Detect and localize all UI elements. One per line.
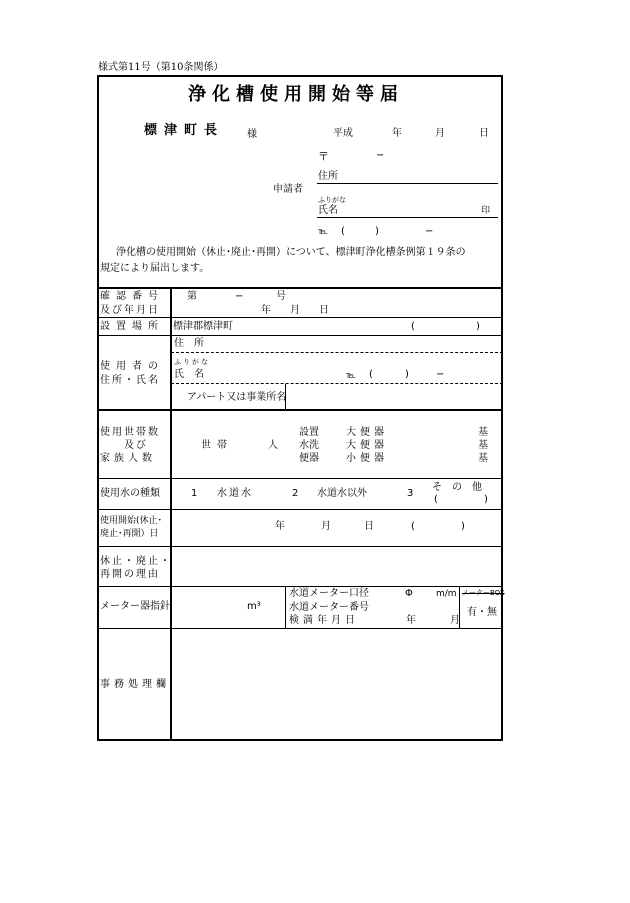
location-paren-close: ) [476, 321, 480, 332]
start-day: 日 [364, 521, 374, 532]
row-divider [97, 628, 503, 629]
fixture-type: 大便器 [346, 440, 388, 451]
statement-line-2: 規定により届出します。 [100, 263, 210, 274]
households-nin: 人 [268, 440, 278, 451]
water-paren-close: ) [484, 494, 488, 505]
reason-label-2: 再開の理由 [100, 569, 160, 580]
location-label: 設置場所 [100, 321, 164, 332]
start-paren-close: ) [461, 521, 465, 532]
apartment-divider [285, 384, 286, 409]
location-value[interactable]: 標津郡標津町 [173, 321, 233, 332]
fixture-type: 小便器 [346, 453, 388, 464]
date-year: 年 [392, 128, 402, 139]
user-label-1: 使用者の [100, 361, 164, 372]
meter-box-label: メーターBOX [462, 589, 505, 597]
row-divider [97, 478, 503, 479]
date-month: 月 [435, 128, 445, 139]
applicant-label: 申請者 [273, 184, 303, 195]
statement-line-1: 浄化槽の使用開始（休止･廃止･再開）について、標津町浄化槽条例第１９条の [116, 247, 466, 258]
user-name-line[interactable] [171, 383, 503, 384]
water-label: 使用水の種類 [100, 488, 160, 499]
addressee: 標津町長 [144, 123, 225, 138]
seal-mark: 印 [481, 206, 491, 216]
user-address-line[interactable] [171, 352, 503, 353]
applicant-address-label: 住所 [318, 171, 338, 182]
fixture-unit: 基 [478, 427, 488, 438]
user-tel-open: ( [369, 369, 373, 380]
confirm-label-2: 及び年月日 [100, 305, 160, 316]
households-label-2: 及び [124, 440, 148, 451]
row-divider [97, 409, 503, 411]
postal-mark: 〒 [318, 150, 329, 163]
start-label-2: 廃止･再開）日 [100, 529, 159, 539]
form-title: 浄化槽使用開始等届 [188, 84, 404, 105]
user-furigana-label: ふりがな [174, 358, 210, 366]
fixture-label-3: 便器 [299, 453, 319, 464]
honorific: 様 [247, 129, 257, 140]
water-paren-open: ( [434, 494, 438, 505]
form-reference: 様式第11号（第10条関係） [98, 62, 224, 73]
confirm-day: 日 [319, 305, 329, 316]
user-tel-dash: − [436, 369, 445, 380]
row-divider [97, 586, 503, 587]
water-opt3-num: 3 [407, 488, 414, 499]
meter-phi: Φ [405, 588, 413, 599]
start-paren-open: ( [411, 521, 415, 532]
fixture-type: 大便器 [346, 427, 388, 438]
households-label-1: 使用世帯数 [100, 427, 160, 438]
user-tel-close: ) [405, 369, 409, 380]
applicant-address-line[interactable] [317, 183, 498, 184]
row-divider [97, 335, 503, 336]
households-label-3: 家族人数 [100, 453, 156, 464]
user-name-label: 氏名 [174, 369, 214, 380]
fixture-label-1: 設置 [299, 427, 319, 438]
meter-year: 年 [406, 615, 416, 626]
fixture-unit: 基 [478, 453, 488, 464]
start-label-1: 使用開始(休止･ [100, 516, 163, 526]
location-paren-open: ( [411, 321, 415, 332]
confirm-dai: 第 [187, 291, 197, 302]
meter-label: メーター器指針 [100, 601, 170, 612]
date-day: 日 [479, 128, 489, 139]
start-month: 月 [321, 521, 331, 532]
meter-mm: m/m [436, 589, 457, 599]
applicant-tel-close: ) [375, 226, 379, 237]
start-year: 年 [275, 521, 285, 532]
water-opt1-num: 1 [191, 488, 198, 499]
table-top-line [97, 287, 503, 289]
postal-dash: − [376, 150, 385, 161]
applicant-tel-dash: − [425, 226, 434, 237]
date-era: 平成 [333, 128, 353, 139]
meter-divider [285, 587, 286, 628]
water-opt1[interactable]: 水道水 [217, 488, 253, 499]
meter-unit: m³ [247, 601, 261, 612]
applicant-tel-label: ℡ [318, 227, 328, 237]
row-divider [97, 546, 503, 547]
applicant-name-label: 氏名 [318, 205, 338, 216]
meter-number-label: 水道メーター番号 [289, 602, 369, 613]
user-tel-label: ℡ [346, 371, 356, 381]
confirm-year: 年 [261, 305, 271, 316]
applicant-furigana-label: ふりがな [318, 196, 346, 204]
fixture-unit: 基 [478, 440, 488, 451]
label-column-divider [170, 287, 172, 741]
form-frame [97, 75, 503, 741]
fixture-label-2: 水洗 [299, 440, 319, 451]
meter-box-divider [459, 587, 460, 628]
row-divider [97, 317, 503, 318]
water-opt2-num: 2 [292, 488, 299, 499]
meter-inspection-label: 検満年月日 [289, 615, 359, 626]
user-address-label: 住所 [174, 338, 214, 349]
reason-label-1: 休止・廃止・ [100, 556, 172, 567]
confirm-dash: − [235, 291, 244, 302]
apartment-label: アパート又は事業所名 [187, 392, 287, 403]
user-label-2: 住所・氏名 [100, 375, 160, 386]
confirm-go: 号 [276, 291, 286, 302]
confirm-label-1: 確認番号 [100, 291, 164, 302]
meter-month: 月 [450, 615, 460, 626]
office-label: 事務処理欄 [100, 679, 170, 690]
meter-diameter-label: 水道メーター口径 [289, 588, 369, 599]
applicant-name-line[interactable] [317, 217, 498, 218]
applicant-tel-open: ( [341, 226, 345, 237]
meter-box-value[interactable]: 有・無 [467, 607, 497, 618]
water-opt3[interactable]: その他 [432, 482, 492, 493]
confirm-month: 月 [290, 305, 300, 316]
row-divider [97, 509, 503, 510]
households-setai: 世帯 [201, 440, 233, 451]
water-opt2[interactable]: 水道水以外 [317, 488, 367, 499]
